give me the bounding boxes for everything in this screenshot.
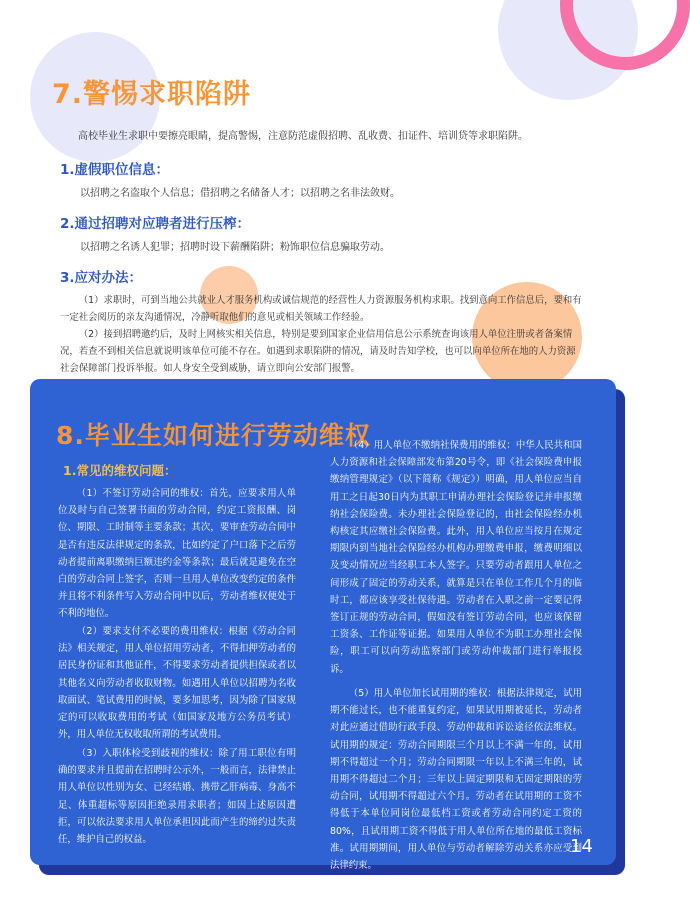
- body-paragraph: （2）接到招聘邀约后，及时上网核实相关信息，特别是要到国家企业信用信息公示系统查询该用人单位注册或者备案情况，若查不到相关信息就说明该单位可能不存在。如遇到求职陷阱的情况，请及时告知学校，也可以向单位所在地的人力资源社会保障部门投诉举报。如人身安全受到威胁，请立即向公安部门报警。: [60, 329, 576, 374]
- body-paragraph: （4）用人单位不缴纳社保费用的维权：中华人民共和国人力资源和社会保障部发布第20号令，即《社会保险费申报缴纳管理规定》（以下简称《规定》）明确，用人单位应当自用工之日起30日内为其职工申请办理社会保险登记并申报缴纳社会保险费。未办理社会保险登记的，由社会保险经办机构核定其应缴社会保险费。此外，用人单位应当按月在规定期限内到当地社会保险经办机构办理缴费申报，缴费明细以及变动情况应当经职工本人签字。只要劳动者跟用人单位之间形成了固定的劳动关系，就算是只在单位工作几个月的临时工，都应该享受社保待遇。劳动者在入职之前一定要记得签订正规的劳动合同，假如没有签订劳动合同，也应该保留工资条、工作证等证据。如果用人单位不为职工办理社会保险，职工可以向劳动监察部门或劳动仲裁部门进行举报投诉。: [330, 440, 582, 675]
- subheading: 1.常见的维权问题：: [63, 463, 177, 478]
- body-paragraph: （1）求职时，可到当地公共就业人才服务机构或诚信规范的经营性人力资源服务机构求职。找到意向工作信息后，要和有一定社会阅历的亲友沟通情况，冷静听取他们的意见或相关领域工作经验。: [60, 295, 582, 323]
- body-paragraph: （1）不签订劳动合同的维权：首先，应要求用人单位及时与自己签署书面的劳动合同，约定工资报酬、岗位、期限、工时制等主要条款；其次，要审查劳动合同中是否有违反法律规定的条款，比如约定了户口落下之后劳动者提前离职缴纳巨额违约金等条款；最后就是避免在空白的劳动合同上签字，否则一旦用人单位改变约定的条件并且将不利条件写入劳动合同中以后，劳动者维权便处于不利的地位。: [58, 488, 296, 620]
- subheading: 2.通过招聘对应聘者进行压榨：: [60, 216, 251, 232]
- section-title: 8.毕业生如何进行劳动维权: [56, 421, 371, 450]
- section-title: 7.警惕求职陷阱: [52, 79, 252, 110]
- body-paragraph: （2）要求支付不必要的费用维权：根据《劳动合同法》相关规定，用人单位招用劳动者，不得扣押劳动者的居民身份证和其他证件，不得要求劳动者提供担保或者以其他名义向劳动者收取财物。如遇用人单位以招聘为名收取面试、笔试费用的时候，要多加思考，因为除了国家规定的可以收取费用的考试（如国家及地方公务员考试）外，用人单位无权收取所谓的考试费用。: [58, 626, 296, 741]
- body-paragraph: （3）入职体检受到歧视的维权：除了用工职位有明确的要求并且提前在招聘时公示外，一般而言，法律禁止用人单位以性别为女、已经结婚、携带乙肝病毒、身高不足、体重超标等原因拒绝录用求职者；如因上述原因遭拒，可以依法要求用人单位承担因此而产生的缔约过失责任，维护自己的权益。: [58, 748, 296, 846]
- body-text: 以招聘之名盗取个人信息；借招聘之名储备人才；以招聘之名非法敛财。: [80, 188, 400, 199]
- body-paragraph: （5）用人单位加长试用期的维权：根据法律规定，试用期不能过长，也不能重复约定，如果试用期被延长，劳动者对此应通过借助行政手段、劳动仲裁和诉讼途径依法维权。试用期的规定：劳动合同期限三个月以上不满一年的，试用期不得超过一个月；劳动合同期限一年以上不满三年的，试用期不得超过二个月；三年以上固定期限和无固定期限的劳动合同，试用期不得超过六个月。劳动者在试用期的工资不得低于本单位同岗位最低档工资或者劳动合同约定工资的80%，且试用期工资不得低于用人单位所在地的最低工资标准。试用期期间，用人单位与劳动者解除劳动关系亦应受到法律约束。: [330, 688, 582, 872]
- section-8-panel: [30, 379, 616, 872]
- body-text: 以招聘之名诱人犯罪；招聘时设下薪酬陷阱；粉饰职位信息骗取劳动。: [80, 242, 390, 253]
- subheading: 3.应对办法：: [60, 270, 143, 286]
- intro-text: 高校毕业生求职中要擦亮眼睛，提高警惕，注意防范虚假招聘、乱收费、扣证件、培训贷等求职陷阱。: [78, 131, 528, 142]
- page-number: 14: [570, 836, 593, 857]
- subheading: 1.虚假职位信息：: [60, 162, 170, 178]
